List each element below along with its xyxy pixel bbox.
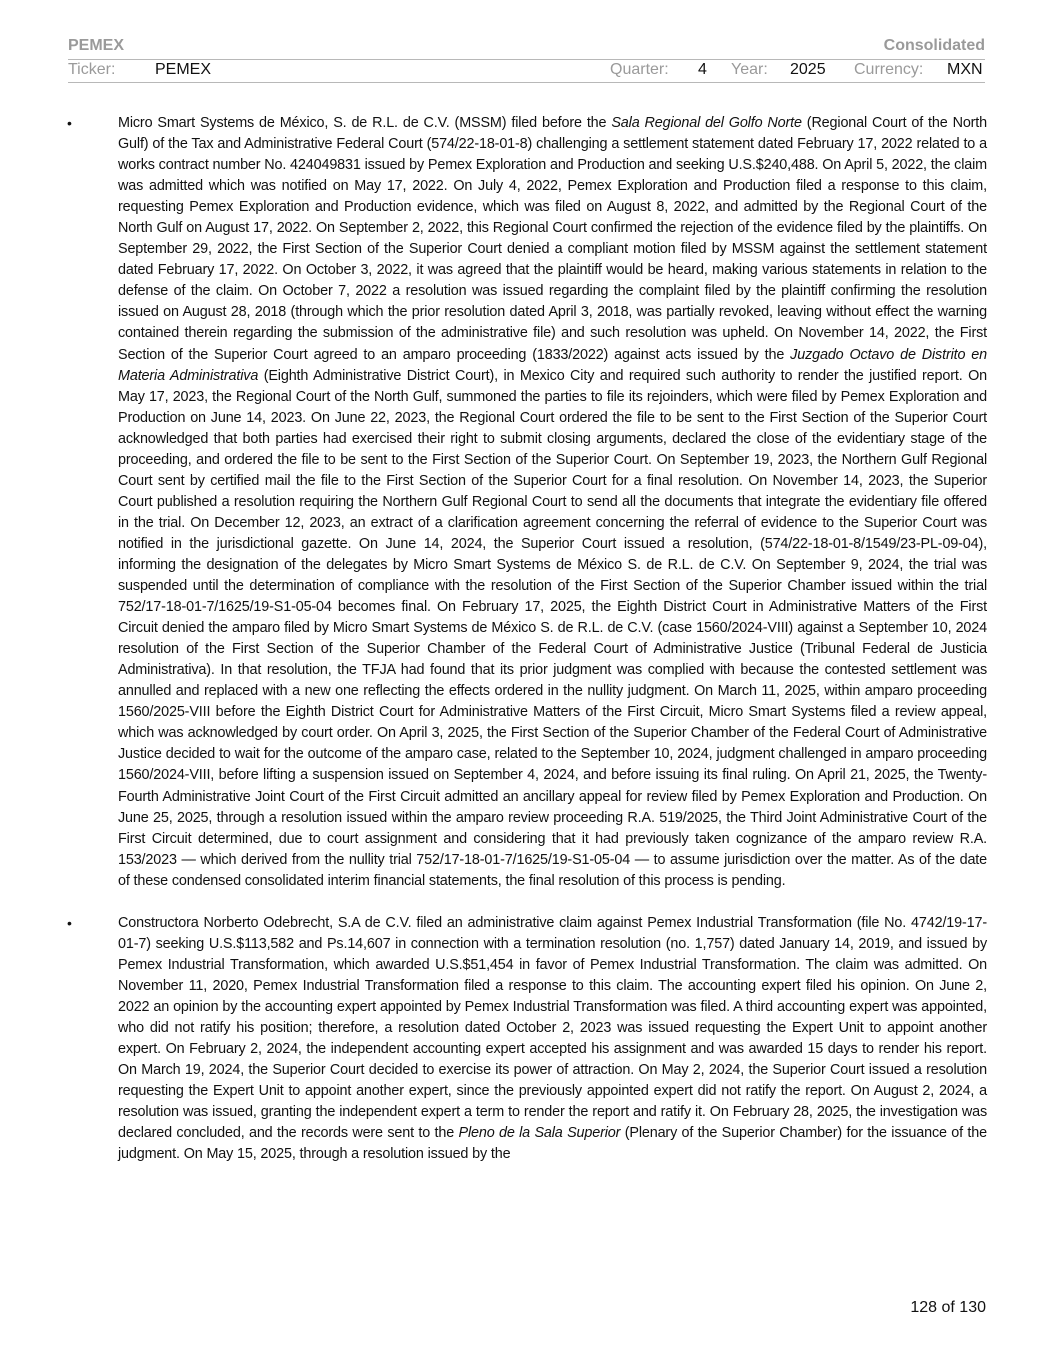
court-name-italic: Sala Regional del Golfo Norte [611,115,802,131]
paragraph-text: (Plenary of the Superior Chamber) for the issuance of the judgment. On May 15, 2025, through a resolution issued by the [118,1125,987,1163]
ticker-value: PEMEX [155,61,212,78]
consolidation-scope: Consolidated [883,37,985,54]
page-number: 128 of 130 [910,1299,986,1316]
bullet-icon: • [67,914,72,931]
paragraph-text: Constructora Norberto Odebrecht, S.A de C.V. filed an administrative claim against Pemex Industrial Transformation (file No. 4742/19-17-01-7) seeking U.S.$113,582 and Ps.14,607 in connection with a termination resolution (no. 1,757) dated January 14, 2019, and issued by Pemex Industrial Transformation, which awarded U.S.$51,454 in favor of Pemex Industrial Transformation. The claim was admitted. On November 11, 2020, Pemex Industrial Transformation filed a response to this claim. The accounting expert filed his opinion. On June 2, 2022 an opinion by the accounting expert appointed by Pemex Industrial Transformation was filed. A third accounting expert was appointed, who did not ratify his position; therefore, a resolution dated October 2, 2023 was issued requesting the Expert Unit to appoint another expert. On February 2, 2024, the independent accounting expert accepted his assignment and was awarded 15 days to render his report. On March 19, 2024, the Superior Court decided to exercise its power of attraction. On May 2, 2024, the Superior Court issued a resolution requesting the Expert Unit to appoint another expert, since the previously appointed expert did not ratify the report. On August 2, 2024, a resolution was issued, granting the independent expert a term to render the report and ratify it. On February 28, 2025, the investigation was declared concluded, and the records were sent to the [118,914,987,1142]
list-item [67,913,987,1166]
document-body [67,113,987,1165]
company-name: PEMEX [68,37,125,54]
currency-label: Currency: [854,61,924,78]
currency-value: MXN [947,61,983,78]
year-value: 2025 [790,61,826,78]
year-label: Year: [731,61,768,78]
court-name-italic: Juzgado Octavo de Distrito en Materia Administrativa [118,346,987,384]
report-header [68,37,985,60]
report-metadata-row [68,60,985,83]
bullet-icon: • [67,115,72,131]
paragraph-text: (Eighth Administrative District Court), in Mexico City and required such authority to render the justified report. On May 17, 2023, the Regional Court of the North Gulf, summoned the parties to file its rejoinders, which were filed by Pemex Exploration and Production on June 14, 2023. On June 22, 2023, the Regional Court ordered the file to be sent to the First Section of the Superior Court acknowledged that both parties had exercised their right to submit closing arguments, declared the close of the evidentiary stage of the proceeding, and ordered the file to be sent to the First Section of the Superior Court. On September 19, 2023, the Northern Gulf Regional Court sent by certified mail the file to the First Section of the Superior Court for a final resolution. On November 14, 2023, the Superior Court published a resolution requiring the Northern Gulf Regional Court to send all the documents that integrate the evidentiary file offered in the trial. On December 12, 2023, an extract of a clarification agreement concerning the referral of evidence to the Superior Court was notified in the jurisdictional gazette. On June 14, 2024, the Superior Court issued a resolution, (574/22-18-01-8/1549/23-PL-09-04), informing the designation of the delegates by Micro Smart Systems de México S. de R.L. de C.V. On September 9, 2024, the trial was suspended until the determination of compliance with the resolution of the First Section of the Superior Chamber issued within the trial 752/17-18-01-7/1625/19-S1-05-04 becomes final. On February 17, 2025, the Eighth District Court in Administrative Matters of the First Circuit denied the amparo filed by Micro Smart Systems de México S. de R.L. de C.V. (case 1560/2024-VIII) against a September 10, 2024 resolution of the First Section of the Superior Chamber of the Federal Court of Administrative Justice (Tribunal Federal de Justicia Administrativa). In that resolution, the TFJA had found that its prior judgment was complied with because the contested settlement was annulled and replaced with a new one reflecting the effects ordered in the nullity judgment. On March 11, 2025, within amparo proceeding 1560/2025-VIII before the Eighth District Court for Administrative Matters of the First Circuit, Micro Smart Systems filed a review appeal, which was acknowledged by court order. On April 3, 2025, the First Section of the Superior Chamber of the Federal Court of Administrative Justice decided to wait for the outcome of the amparo case, related to the September 10, 2024, judgment challenged in amparo proceeding 1560/2024-VIII, before lifting a suspension issued on September 4, 2024, and before issuing its final ruling. On April 21, 2025, the Twenty-Fourth Administrative Joint Court of the First Circuit admitted an ancillary appeal for review filed by Pemex Exploration and Production. On June 25, 2025, through a resolution issued within the amparo review proceeding R.A. 519/2025, the Third Joint Administrative Court of the First Circuit determined, due to court assignment and considering that it had previously taken cognizance of the amparo review R.A. 153/2023 — which derived from the nullity trial 752/17-18-01-7/1625/19-S1-05-04 — to assume jurisdiction over the matter. As of the date of these condensed consolidated interim financial statements, the final resolution of this process is pending. [118,367,987,889]
ticker-label: Ticker: [68,61,116,78]
court-name-italic: Pleno de la Sala Superior [458,1125,621,1142]
quarter-label: Quarter: [610,61,669,78]
quarter-value: 4 [698,61,707,78]
paragraph-text: (Regional Court of the North Gulf) of the Tax and Administrative Federal Court (574/22-18-01-8) challenging a settlement statement dated February 17, 2022 related to a works contract number No. 424049831 issued by Pemex Exploration and Production and seeking U.S.$240,488. On April 5, 2022, the claim was admitted which was notified on May 17, 2022. On July 4, 2022, Pemex Exploration and Production filed a response to this claim, requesting Pemex Exploration and Production evidence, which was filed on August 8, 2022, and admitted by the Regional Court of the North Gulf on August 17, 2022. On September 2, 2022, this Regional Court confirmed the rejection of the evidence filed by the plaintiffs. On September 29, 2022, the First Section of the Superior Court denied a compliant motion filed by MSSM against the settlement statement dated February 17, 2022. On October 3, 2022, it was agreed that the plaintiff would be heard, making various statements in relation to the defense of the claim. On October 7, 2022 a resolution was issued regarding the complaint filed by the plaintiff confirming the resolution issued on August 28, 2018 (through which the prior resolution dated April 3, 2018, was partially revoked, leaving without effect the warning contained therein regarding the submission of the administrative file) and such resolution was upheld. On November 14, 2022, the First Section of the Superior Court agreed to an amparo proceeding (1833/2022) against acts issued by the [118,115,988,363]
paragraph-text: Micro Smart Systems de México, S. de R.L. de C.V. (MSSM) filed before the [118,115,612,131]
list-item [67,113,987,892]
